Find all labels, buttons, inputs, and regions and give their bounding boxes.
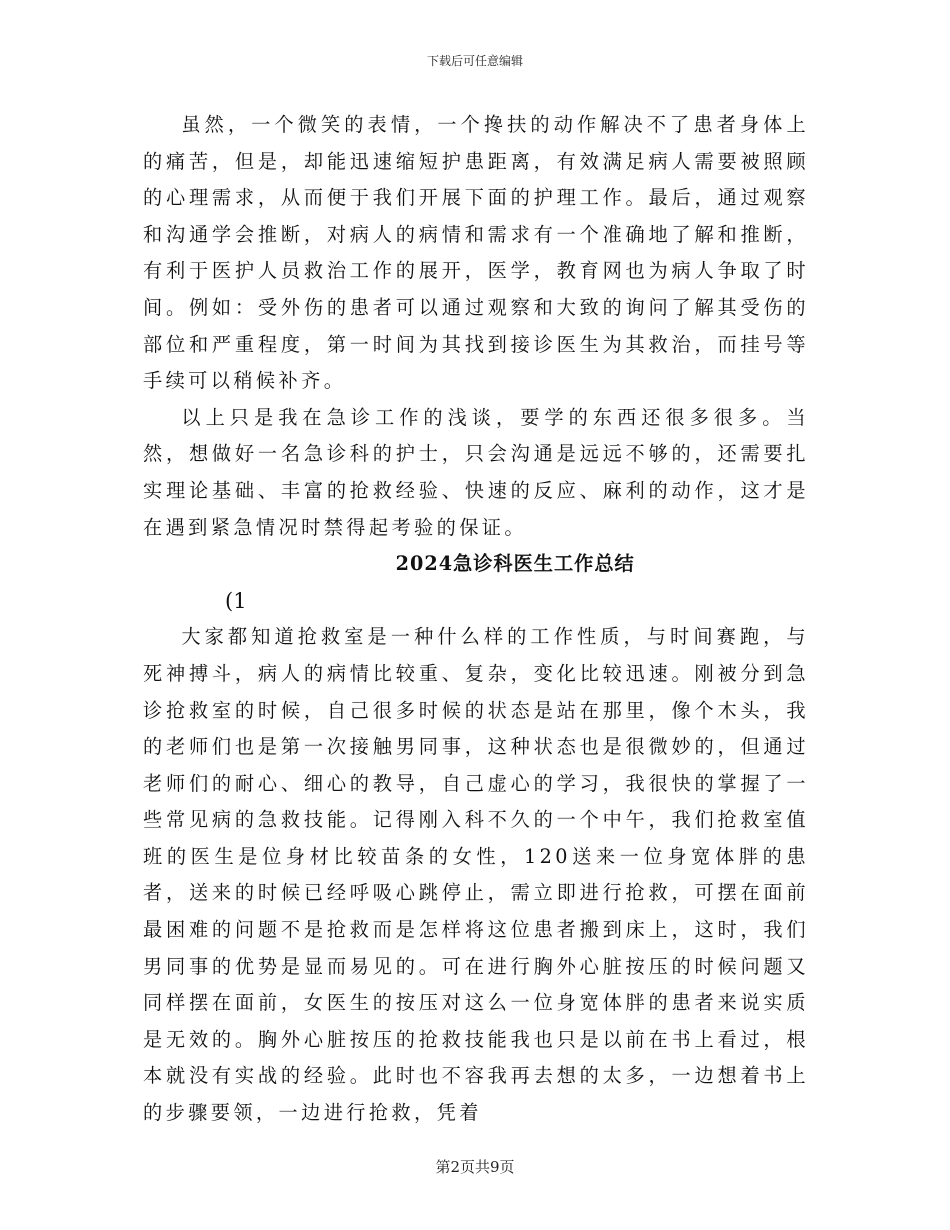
document-body (143, 107, 809, 1132)
section-title: 2024急诊科医生工作总结 (395, 552, 635, 576)
page-header: 下载后可任意编辑 (426, 54, 523, 68)
body-paragraph: 虽然，一个微笑的表情，一个搀扶的动作解决不了患者身体上的痛苦，但是，却能迅速缩短护患距离，有效满足病人需要被照顾的心理需求，从而便于我们开展下面的护理工作。最后，通过观察和沟通学会推断，对病人的病情和需求有一个准确地了解和推断，有利于医护人员救治工作的展开，医学，教育网也为病人争取了时间。例如：受外伤的患者可以通过观察和大致的询问了解其受伤的部位和严重程度，第一时间为其找到接诊医生为其救治，而挂号等手续可以稍候补齐。 (143, 113, 809, 393)
section-subtitle: (1 (225, 588, 247, 613)
body-paragraph: 大家都知道抢救室是一种什么样的工作性质，与时间赛跑，与死神搏斗，病人的病情比较重、复杂，变化比较迅速。刚被分到急诊抢救室的时候，自己很多时候的状态是站在那里，像个木头，我的老师们也是第一次接触男同事，这种状态也是很微妙的，但通过老师们的耐心、细心的教导，自己虚心的学习，我很快的掌握了一些常见病的急救技能。记得刚入科不久的一个中午，我们抢救室值班的医生是位身材比较苗条的女性，120送来一位身宽体胖的患者，送来的时候已经呼吸心跳停止，需立即进行抢救，可摆在面前最困难的问题不是抢救而是怎样将这位患者搬到床上，这时，我们男同事的优势是显而易见的。可在进行胸外心脏按压的时候问题又同样摆在面前，女医生的按压对这么一位身宽体胖的患者来说实质是无效的。胸外心脏按压的抢救技能我也只是以前在书上看过，根本就没有实战的经验。此时也不容我再去想的太多，一边想着书上的步骤要领，一边进行抢救，凭着 (143, 625, 809, 1125)
body-paragraph: 以上只是我在急诊工作的浅谈，要学的东西还很多很多。当然，想做好一名急诊科的护士，只会沟通是远远不够的，还需要扎实理论基础、丰富的抢救经验、快速的反应、麻利的动作，这才是在遇到紧急情况时禁得起考验的保证。 (143, 405, 809, 539)
page-footer: 第2页共9页 (435, 1158, 515, 1176)
